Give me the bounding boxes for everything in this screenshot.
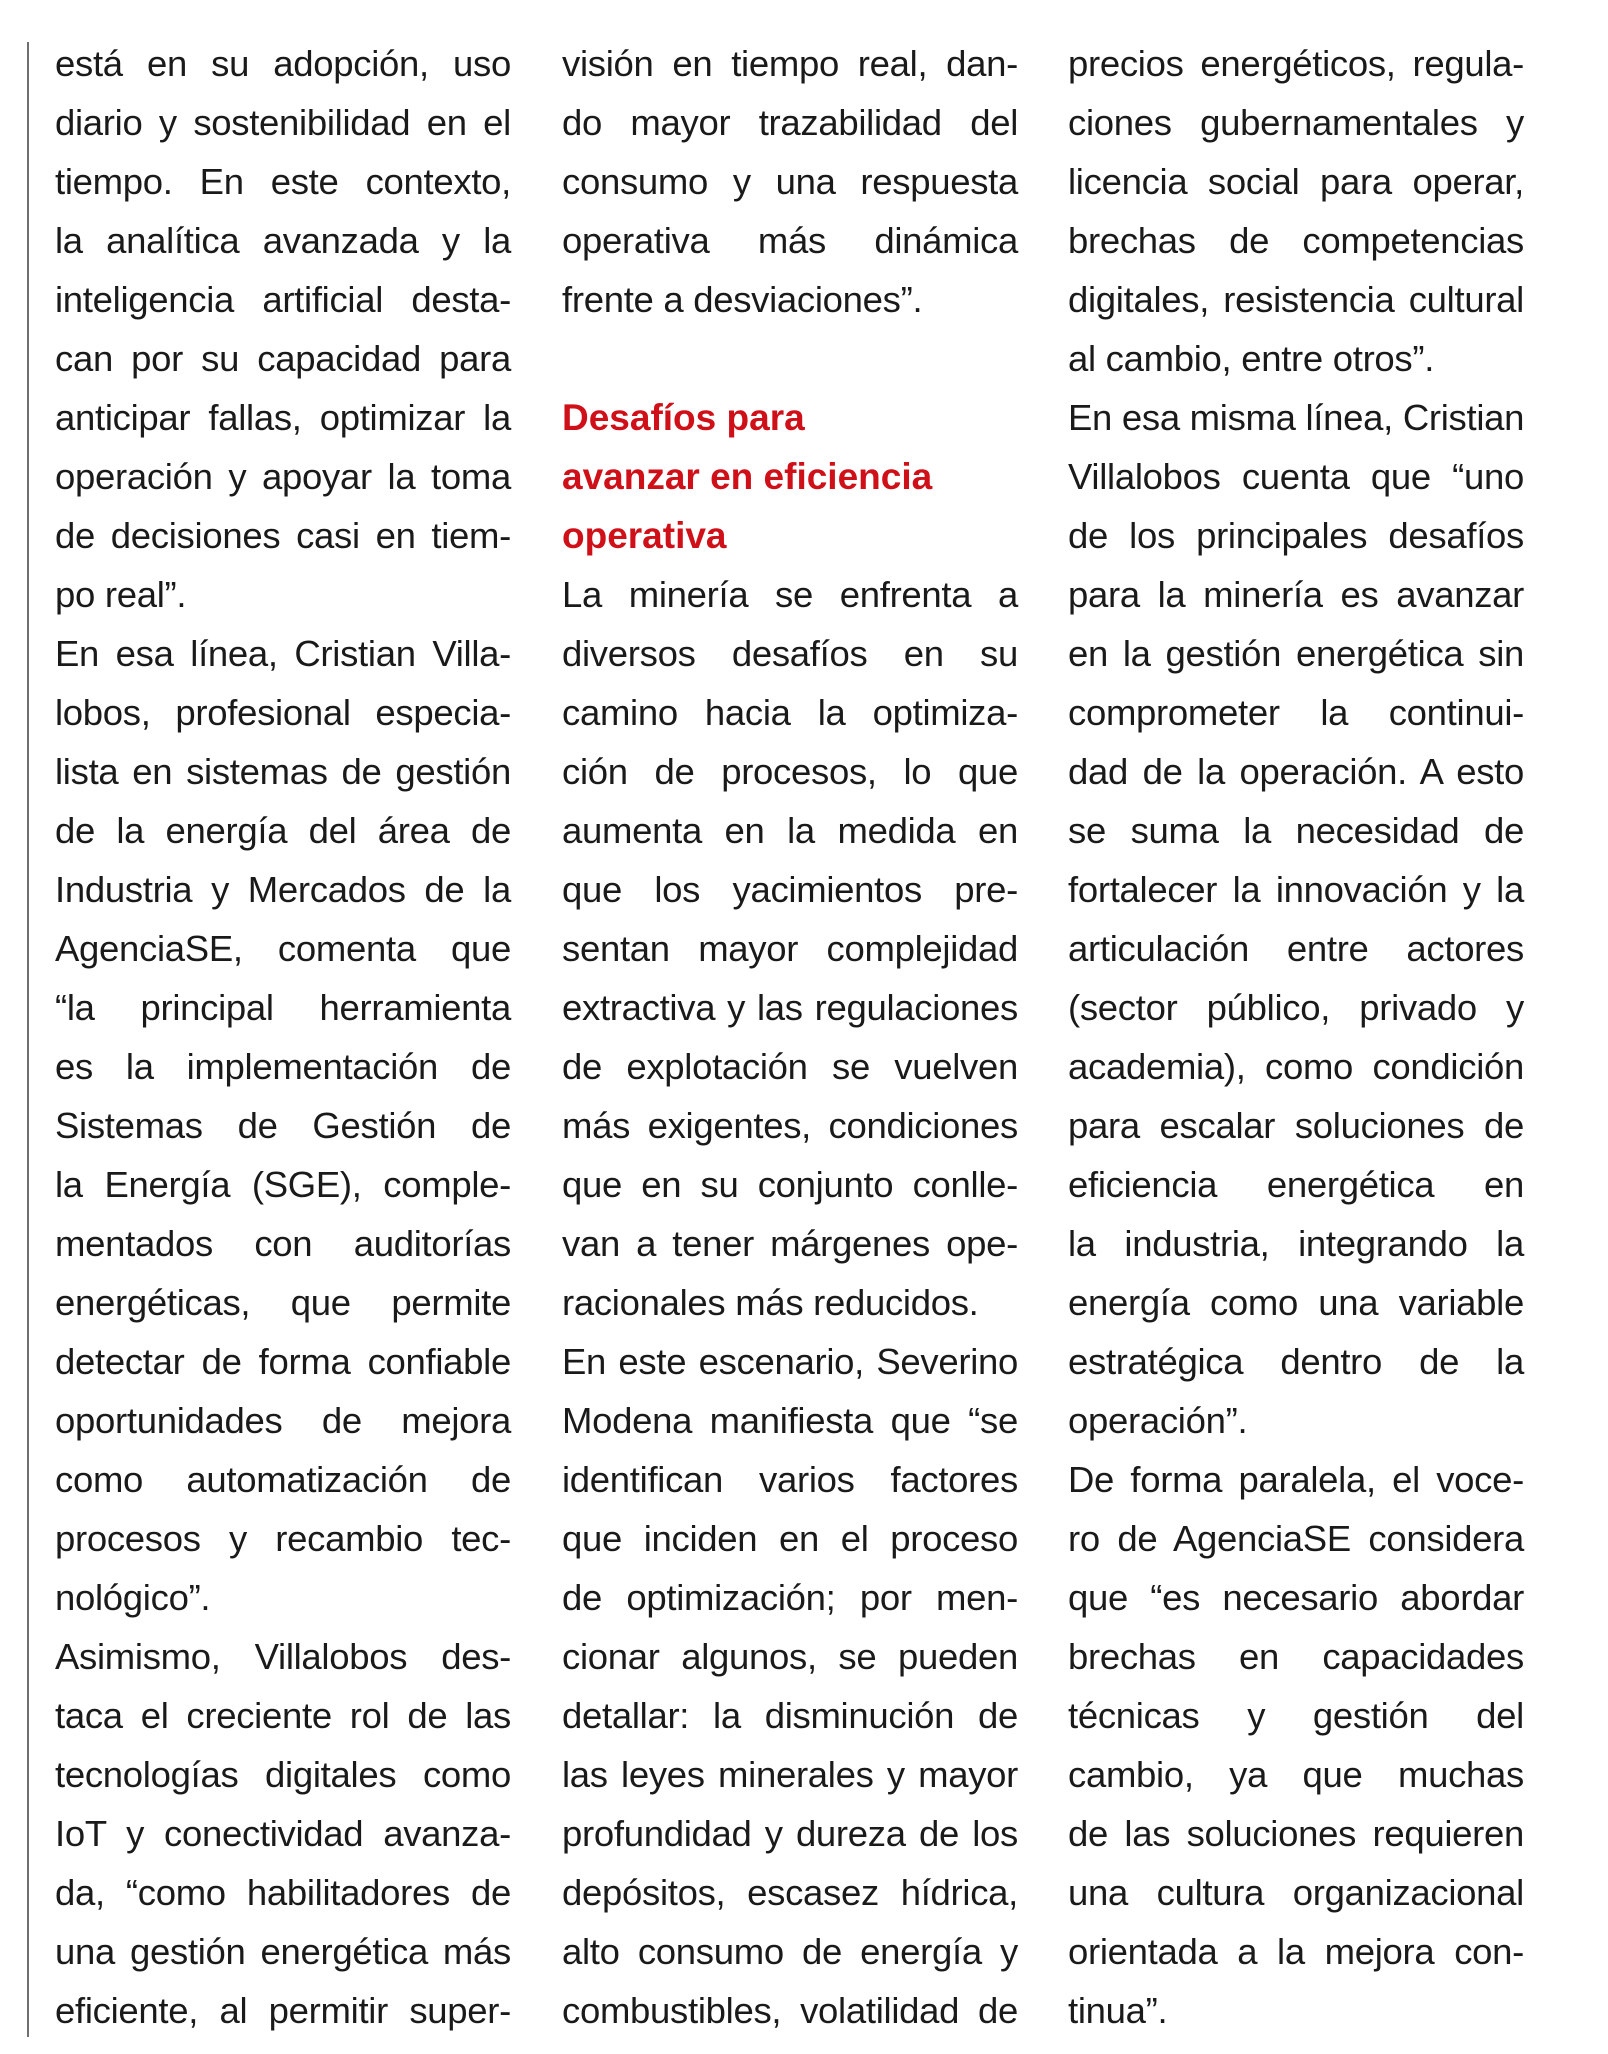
text-line: para la minería es avanzar [1068, 574, 1524, 615]
text-line: cionar algunos, se pueden [562, 1636, 1018, 1677]
text-line: que “es necesario abordar [1068, 1577, 1524, 1618]
text-line: energéticas, que permite [55, 1282, 511, 1323]
heading-line: operativa [562, 515, 727, 556]
text-line: van a tener márgenes ope- [562, 1223, 1018, 1264]
text-line: la industria, integrando la [1068, 1223, 1524, 1264]
text-line: do mayor trazabilidad del [562, 102, 1018, 143]
text-line: procesos y recambio tec- [55, 1518, 511, 1559]
text-line: dad de la operación. A esto [1068, 751, 1524, 792]
text-line: En esa línea, Cristian Villa- [55, 633, 511, 674]
text-line: can por su capacidad para [55, 338, 511, 379]
text-line: una gestión energética más [55, 1931, 511, 1972]
text-line: oportunidades de mejora [55, 1400, 511, 1441]
text-line: frente a desviaciones”. [562, 279, 923, 320]
text-line: lobos, profesional especia- [55, 692, 511, 733]
text-line: anticipar fallas, optimizar la [55, 397, 511, 438]
text-line: las leyes minerales y mayor [562, 1754, 1018, 1795]
text-line: es la implementación de [55, 1046, 511, 1087]
text-line: para escalar soluciones de [1068, 1105, 1524, 1146]
text-line: que inciden en el proceso [562, 1518, 1018, 1559]
text-line: se suma la necesidad de [1068, 810, 1524, 851]
text-line: de las soluciones requieren [1068, 1813, 1524, 1854]
text-line: que los yacimientos pre- [562, 869, 1018, 910]
text-line: ción de procesos, lo que [562, 751, 1018, 792]
text-line: operación y apoyar la toma [55, 456, 511, 497]
text-line: po real”. [55, 574, 187, 615]
article-column-3 [1068, 34, 1524, 2040]
text-line: de la energía del área de [55, 810, 511, 851]
text-line: en la gestión energética sin [1068, 633, 1524, 674]
text-line: La minería se enfrenta a [562, 574, 1018, 615]
text-line: tiempo. En este contexto, [55, 161, 511, 202]
text-line: digitales, resistencia cultural [1068, 279, 1524, 320]
text-line: racionales más reducidos. [562, 1282, 979, 1323]
text-line: estratégica dentro de la [1068, 1341, 1524, 1382]
text-line: comprometer la continui- [1068, 692, 1524, 733]
text-line: Industria y Mercados de la [55, 869, 511, 910]
section-heading [562, 388, 1018, 565]
text-line: cambio, ya que muchas [1068, 1754, 1524, 1795]
text-line: da, “como habilitadores de [55, 1872, 511, 1913]
text-line: fortalecer la innovación y la [1068, 869, 1524, 910]
text-line: como automatización de [55, 1459, 511, 1500]
text-line: operativa más dinámica [562, 220, 1018, 261]
text-line: visión en tiempo real, dan- [562, 43, 1018, 84]
text-line: precios energéticos, regula- [1068, 43, 1524, 84]
text-line: de los principales desafíos [1068, 515, 1524, 556]
text-line: camino hacia la optimiza- [562, 692, 1018, 733]
text-line: ro de AgenciaSE considera [1068, 1518, 1524, 1559]
text-line: AgenciaSE, comenta que [55, 928, 511, 969]
text-line: combustibles, volatilidad de [562, 1990, 1018, 2031]
text-line: al cambio, entre otros”. [1068, 338, 1435, 379]
text-line: brechas en capacidades [1068, 1636, 1524, 1677]
heading-line: avanzar en eficiencia [562, 456, 933, 497]
text-line: orientada a la mejora con- [1068, 1931, 1524, 1972]
text-line: eficiencia energética en [1068, 1164, 1524, 1205]
text-line: detectar de forma confiable [55, 1341, 511, 1382]
text-line: En este escenario, Severino [562, 1341, 1018, 1382]
text-line: identifican varios factores [562, 1459, 1018, 1500]
text-line: brechas de competencias [1068, 220, 1524, 261]
text-line: Sistemas de Gestión de [55, 1105, 511, 1146]
text-line: extractiva y las regulaciones [562, 987, 1018, 1028]
text-line: está en su adopción, uso [55, 43, 511, 84]
text-line: “la principal herramienta [55, 987, 511, 1028]
text-line: sentan mayor complejidad [562, 928, 1018, 969]
text-line: lista en sistemas de gestión [55, 751, 511, 792]
text-line: tecnologías digitales como [55, 1754, 511, 1795]
paragraph-spacer [562, 329, 1018, 388]
text-line: más exigentes, condiciones [562, 1105, 1018, 1146]
text-line: (sector público, privado y [1068, 987, 1524, 1028]
text-line: diario y sostenibilidad en el [55, 102, 511, 143]
text-line: la analítica avanzada y la [55, 220, 511, 261]
text-line: diversos desafíos en su [562, 633, 1018, 674]
text-line: Villalobos cuenta que “uno [1068, 456, 1524, 497]
text-line: nológico”. [55, 1577, 211, 1618]
text-line: tinua”. [1068, 1990, 1168, 2031]
heading-line: Desafíos para [562, 397, 805, 438]
text-line: mentados con auditorías [55, 1223, 511, 1264]
text-line: De forma paralela, el voce- [1068, 1459, 1524, 1500]
text-line: depósitos, escasez hídrica, [562, 1872, 1018, 1913]
text-line: ciones gubernamentales y [1068, 102, 1524, 143]
text-line: eficiente, al permitir super- [55, 1990, 511, 2031]
text-line: la Energía (SGE), comple- [55, 1164, 511, 1205]
text-line: que en su conjunto conlle- [562, 1164, 1018, 1205]
text-line: Asimismo, Villalobos des- [55, 1636, 511, 1677]
text-line: técnicas y gestión del [1068, 1695, 1524, 1736]
text-line: energía como una variable [1068, 1282, 1524, 1323]
text-line: detallar: la disminución de [562, 1695, 1018, 1736]
text-line: de optimización; por men- [562, 1577, 1018, 1618]
text-line: de decisiones casi en tiem- [55, 515, 511, 556]
article-column-1 [55, 34, 511, 2040]
text-line: academia), como condición [1068, 1046, 1524, 1087]
text-line: taca el creciente rol de las [55, 1695, 511, 1736]
text-line: consumo y una respuesta [562, 161, 1018, 202]
text-line: licencia social para operar, [1068, 161, 1524, 202]
text-line: de explotación se vuelven [562, 1046, 1018, 1087]
text-line: alto consumo de energía y [562, 1931, 1018, 1972]
text-line: articulación entre actores [1068, 928, 1524, 969]
text-line: IoT y conectividad avanza- [55, 1813, 511, 1854]
text-line: En esa misma línea, Cristian [1068, 397, 1525, 438]
text-line: Modena manifiesta que “se [562, 1400, 1018, 1441]
text-line: profundidad y dureza de los [562, 1813, 1018, 1854]
text-line: operación”. [1068, 1400, 1248, 1441]
text-line: aumenta en la medida en [562, 810, 1018, 851]
column-rule [27, 42, 29, 2037]
text-line: inteligencia artificial desta- [55, 279, 511, 320]
article-column-2 [562, 34, 1018, 2040]
text-line: una cultura organizacional [1068, 1872, 1524, 1913]
